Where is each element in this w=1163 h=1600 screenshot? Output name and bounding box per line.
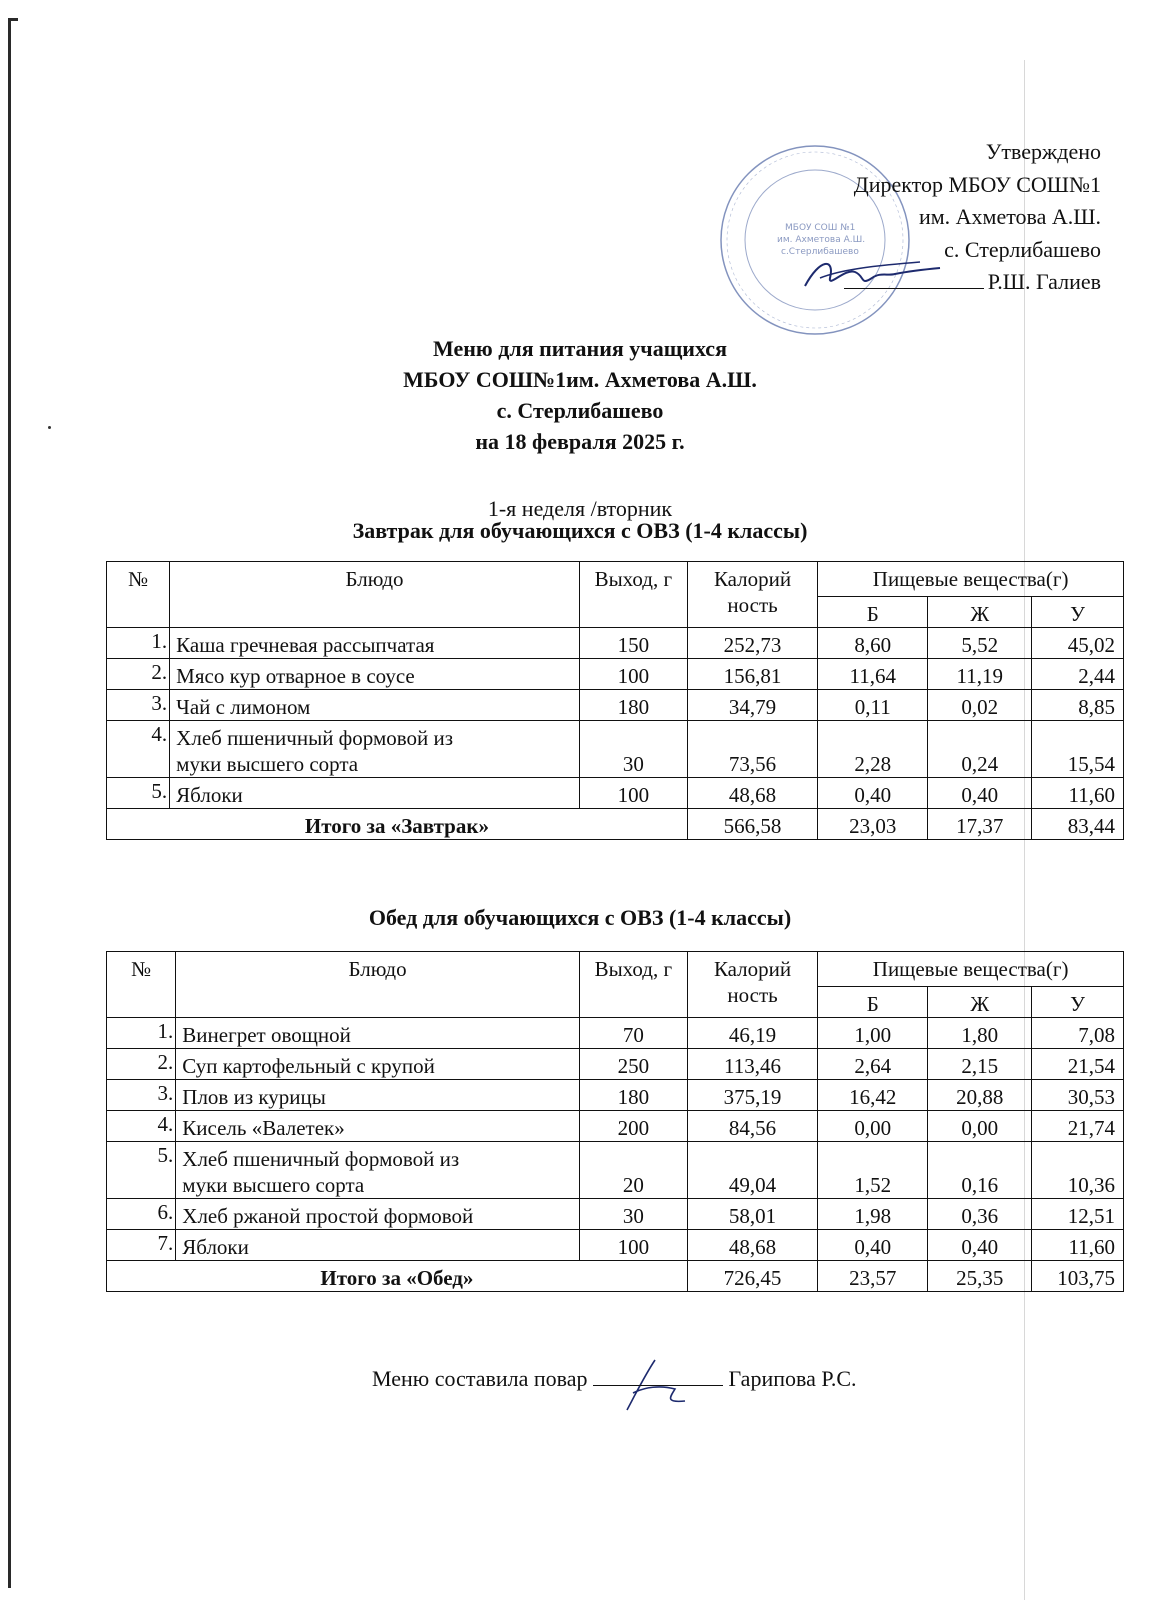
signature-line — [844, 268, 984, 289]
signature-line — [593, 1365, 723, 1386]
title-line: Меню для питания учащихся — [433, 336, 727, 361]
carbs: 30,53 — [1032, 1080, 1124, 1111]
col-num-header: № — [107, 952, 176, 1018]
calories: 84,56 — [687, 1111, 817, 1142]
protein: 1,98 — [818, 1199, 928, 1230]
fat: 0,00 — [928, 1111, 1032, 1142]
row-num: 6. — [107, 1199, 176, 1230]
col-num-header: № — [107, 562, 170, 628]
fat: 1,80 — [928, 1018, 1032, 1049]
approval-line: с. Стерлибашево — [944, 236, 1101, 262]
total-fat: 25,35 — [928, 1261, 1032, 1292]
dish-name: Чай с лимоном — [170, 690, 580, 721]
col-u-header: У — [1032, 987, 1124, 1018]
row-num: 4. — [107, 1111, 176, 1142]
dish-name: Винегрет овощной — [176, 1018, 580, 1049]
fat: 5,52 — [928, 628, 1032, 659]
fat: 0,24 — [928, 721, 1032, 778]
page-title — [200, 333, 960, 457]
carbs: 12,51 — [1032, 1199, 1124, 1230]
col-zh-header: Ж — [928, 597, 1032, 628]
calories: 49,04 — [687, 1142, 817, 1199]
col-zh-header: Ж — [928, 987, 1032, 1018]
row-num: 3. — [107, 1080, 176, 1111]
row-num: 7. — [107, 1230, 176, 1261]
fat: 2,15 — [928, 1049, 1032, 1080]
approval-line — [844, 266, 1101, 299]
carbs: 11,60 — [1032, 778, 1124, 809]
total-fat: 17,37 — [928, 809, 1032, 840]
col-calories-header: Калорий ность — [687, 562, 817, 628]
protein: 0,11 — [818, 690, 928, 721]
protein: 0,00 — [818, 1111, 928, 1142]
dish-name: Кисель «Валетек» — [176, 1111, 580, 1142]
calories: 113,46 — [687, 1049, 817, 1080]
carbs: 8,85 — [1032, 690, 1124, 721]
total-row — [107, 809, 1124, 840]
table-row — [107, 1018, 1124, 1049]
dish-name-line: Хлеб пшеничный формовой из — [176, 726, 454, 750]
dish-name: Каша гречневая рассыпчатая — [170, 628, 580, 659]
approval-line: Утверждено — [985, 139, 1101, 164]
yield: 180 — [579, 1080, 687, 1111]
yield: 250 — [579, 1049, 687, 1080]
row-num: 1. — [107, 1018, 176, 1049]
dish-name: Яблоки — [170, 778, 580, 809]
row-num: 2. — [107, 1049, 176, 1080]
dish-name — [170, 721, 580, 778]
breakfast-table — [106, 561, 1124, 840]
protein: 0,40 — [818, 778, 928, 809]
col-dish-header: Блюдо — [176, 952, 580, 1018]
row-num: 2. — [107, 659, 170, 690]
title-line: на 18 февраля 2025 г. — [475, 429, 685, 454]
table-row — [107, 1142, 1124, 1199]
carbs: 10,36 — [1032, 1142, 1124, 1199]
calories: 252,73 — [687, 628, 817, 659]
yield: 100 — [579, 1230, 687, 1261]
calories: 48,68 — [687, 1230, 817, 1261]
total-carbs: 83,44 — [1032, 809, 1124, 840]
yield: 30 — [579, 721, 687, 778]
calories: 58,01 — [687, 1199, 817, 1230]
table-row — [107, 690, 1124, 721]
yield: 20 — [579, 1142, 687, 1199]
yield: 180 — [579, 690, 687, 721]
calories: 34,79 — [687, 690, 817, 721]
dish-name: Мясо кур отварное в соусе — [170, 659, 580, 690]
approval-line: Директор МБОУ СОШ№1 — [853, 171, 1101, 197]
carbs: 2,44 — [1032, 659, 1124, 690]
dish-name — [176, 1142, 580, 1199]
calories: 375,19 — [687, 1080, 817, 1111]
col-yield-header: Выход, г — [579, 562, 687, 628]
total-protein: 23,03 — [818, 809, 928, 840]
total-label: Итого за «Обед» — [107, 1261, 688, 1292]
total-protein: 23,57 — [818, 1261, 928, 1292]
breakfast-title: Завтрак для обучающихся с ОВЗ (1-4 классы) — [352, 518, 808, 543]
row-num: 4. — [107, 721, 170, 778]
row-num: 3. — [107, 690, 170, 721]
protein: 1,00 — [818, 1018, 928, 1049]
col-u-header: У — [1032, 597, 1124, 628]
dish-name: Суп картофельный с крупой — [176, 1049, 580, 1080]
carbs: 15,54 — [1032, 721, 1124, 778]
svg-text:с.Стерлибашево: с.Стерлибашево — [781, 247, 859, 257]
fat: 0,36 — [928, 1199, 1032, 1230]
lunch-table — [106, 951, 1124, 1292]
row-num: 1. — [107, 628, 170, 659]
col-calories-header: Калорий ность — [687, 952, 817, 1018]
col-b-header: Б — [818, 987, 928, 1018]
total-carbs: 103,75 — [1032, 1261, 1124, 1292]
approval-block — [844, 136, 1101, 299]
footer-prefix: Меню составила повар — [372, 1366, 588, 1391]
table-row — [107, 1111, 1124, 1142]
total-calories: 726,45 — [687, 1261, 817, 1292]
table-row — [107, 778, 1124, 809]
calories: 73,56 — [687, 721, 817, 778]
dish-name: Плов из курицы — [176, 1080, 580, 1111]
table-row — [107, 628, 1124, 659]
svg-text:им. Ахметова А.Ш.: им. Ахметова А.Ш. — [777, 235, 866, 245]
yield: 30 — [579, 1199, 687, 1230]
yield: 100 — [579, 659, 687, 690]
col-nutrients-header: Пищевые вещества(г) — [818, 562, 1124, 597]
calories: 156,81 — [687, 659, 817, 690]
approval-line: им. Ахметова А.Ш. — [918, 204, 1101, 229]
carbs: 21,54 — [1032, 1049, 1124, 1080]
total-row — [107, 1261, 1124, 1292]
yield: 150 — [579, 628, 687, 659]
speck — [48, 426, 51, 429]
yield: 200 — [579, 1111, 687, 1142]
carbs: 21,74 — [1032, 1111, 1124, 1142]
protein: 16,42 — [818, 1080, 928, 1111]
col-b-header: Б — [818, 597, 928, 628]
total-label: Итого за «Завтрак» — [107, 809, 688, 840]
table-row — [107, 721, 1124, 778]
protein: 11,64 — [818, 659, 928, 690]
lunch-title: Обед для обучающихся с ОВЗ (1-4 классы) — [368, 905, 792, 930]
week-label: 1-я неделя /вторник — [487, 496, 673, 521]
dish-name: Яблоки — [176, 1230, 580, 1261]
protein: 8,60 — [818, 628, 928, 659]
protein: 0,40 — [818, 1230, 928, 1261]
yield: 100 — [579, 778, 687, 809]
fat: 0,40 — [928, 1230, 1032, 1261]
calories: 46,19 — [687, 1018, 817, 1049]
scan-edge — [8, 18, 11, 1588]
total-calories: 566,58 — [687, 809, 817, 840]
dish-name-line: Хлеб пшеничный формовой из — [182, 1147, 460, 1171]
title-line: с. Стерлибашево — [496, 398, 664, 423]
footer — [372, 1365, 857, 1392]
fat: 0,40 — [928, 778, 1032, 809]
col-dish-header: Блюдо — [170, 562, 580, 628]
dish-name-line: муки высшего сорта — [182, 1173, 365, 1197]
title-line: МБОУ СОШ№1им. Ахметова А.Ш. — [403, 367, 757, 392]
director-name: Р.Ш. Галиев — [987, 269, 1101, 294]
fat: 11,19 — [928, 659, 1032, 690]
table-row — [107, 1199, 1124, 1230]
protein: 2,64 — [818, 1049, 928, 1080]
row-num: 5. — [107, 1142, 176, 1199]
dish-name-line: муки высшего сорта — [176, 752, 359, 776]
fat: 0,16 — [928, 1142, 1032, 1199]
dish-name: Хлеб ржаной простой формовой — [176, 1199, 580, 1230]
carbs: 7,08 — [1032, 1018, 1124, 1049]
fat: 20,88 — [928, 1080, 1032, 1111]
svg-text:МБОУ СОШ №1: МБОУ СОШ №1 — [785, 223, 856, 233]
scan-edge-top — [8, 18, 18, 21]
protein: 2,28 — [818, 721, 928, 778]
protein: 1,52 — [818, 1142, 928, 1199]
table-row — [107, 1080, 1124, 1111]
carbs: 11,60 — [1032, 1230, 1124, 1261]
col-yield-header: Выход, г — [579, 952, 687, 1018]
carbs: 45,02 — [1032, 628, 1124, 659]
row-num: 5. — [107, 778, 170, 809]
cook-name: Гарипова Р.С. — [728, 1366, 857, 1391]
table-row — [107, 659, 1124, 690]
table-row — [107, 1049, 1124, 1080]
calories: 48,68 — [687, 778, 817, 809]
col-nutrients-header: Пищевые вещества(г) — [818, 952, 1124, 987]
table-row — [107, 1230, 1124, 1261]
yield: 70 — [579, 1018, 687, 1049]
fat: 0,02 — [928, 690, 1032, 721]
